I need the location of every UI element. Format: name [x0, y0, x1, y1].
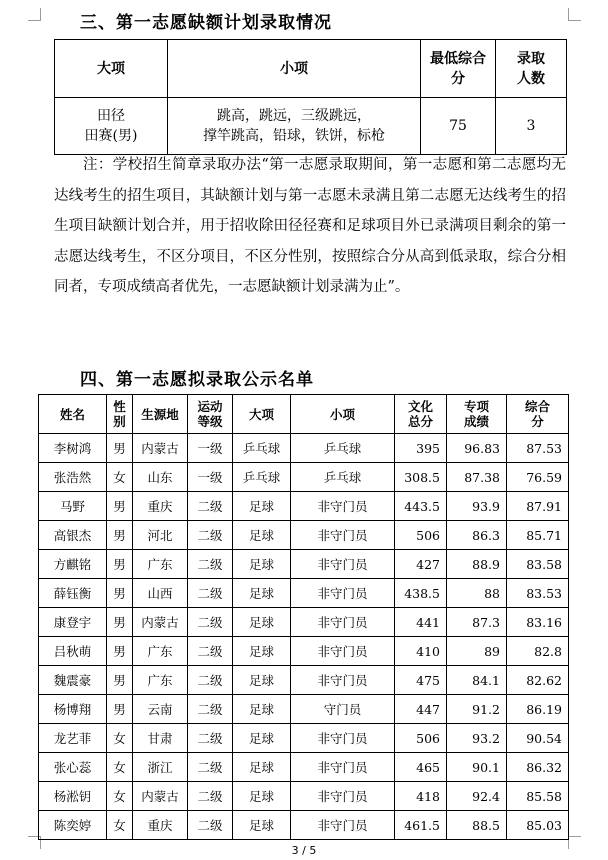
cell-category: 足球 [233, 492, 291, 521]
cell-gender: 女 [107, 811, 133, 840]
cell-item: 非守门员 [291, 550, 395, 579]
cell-special-score: 93.9 [447, 492, 507, 521]
cell-name: 李树鸿 [39, 434, 107, 463]
cell-special-score: 91.2 [447, 695, 507, 724]
cell-special-score: 88.9 [447, 550, 507, 579]
cell-name: 薛钰衡 [39, 579, 107, 608]
cell-min-score: 75 [421, 98, 496, 155]
cell-category: 足球 [233, 811, 291, 840]
cell-origin: 甘肃 [133, 724, 188, 753]
cell-composite-score: 76.59 [507, 463, 569, 492]
cell-name: 方麒铭 [39, 550, 107, 579]
cell-category: 足球 [233, 753, 291, 782]
cell-gender: 男 [107, 637, 133, 666]
header-gender: 性别 [107, 395, 133, 434]
table-row [39, 463, 569, 492]
cell-category: 足球 [233, 550, 291, 579]
cell-name: 龙艺菲 [39, 724, 107, 753]
cell-culture-score: 461.5 [395, 811, 447, 840]
cell-composite-score: 85.58 [507, 782, 569, 811]
cell-level: 二级 [188, 782, 233, 811]
cell-special-score: 90.1 [447, 753, 507, 782]
cell-category: 足球 [233, 608, 291, 637]
cell-item: 非守门员 [291, 579, 395, 608]
table-row [39, 579, 569, 608]
cell-culture-score: 395 [395, 434, 447, 463]
table-row [39, 753, 569, 782]
cell-level: 二级 [188, 550, 233, 579]
cell-special-score: 87.3 [447, 608, 507, 637]
cell-origin: 重庆 [133, 811, 188, 840]
cell-origin: 广东 [133, 666, 188, 695]
cell-item: 非守门员 [291, 608, 395, 637]
header-items: 小项 [168, 40, 421, 98]
cell-name: 高银杰 [39, 521, 107, 550]
cell-level: 二级 [188, 608, 233, 637]
cell-item: 非守门员 [291, 637, 395, 666]
cell-culture-score: 308.5 [395, 463, 447, 492]
page-number: 3 / 5 [291, 844, 317, 857]
cell-composite-score: 85.03 [507, 811, 569, 840]
cell-gender: 男 [107, 550, 133, 579]
header-count: 录取人数 [496, 40, 567, 98]
cell-special-score: 88.5 [447, 811, 507, 840]
crop-mark-top-right [568, 8, 581, 21]
cell-category: 乒乓球 [233, 463, 291, 492]
cell-origin: 广东 [133, 550, 188, 579]
cell-name: 杨博翔 [39, 695, 107, 724]
table-row [55, 98, 567, 155]
cell-level: 二级 [188, 579, 233, 608]
cell-name: 张浩然 [39, 463, 107, 492]
cell-special-score: 87.38 [447, 463, 507, 492]
cell-gender: 男 [107, 434, 133, 463]
table-header-row [39, 395, 569, 434]
header-category: 大项 [233, 395, 291, 434]
cell-origin: 内蒙古 [133, 434, 188, 463]
cell-level: 一级 [188, 434, 233, 463]
cell-composite-score: 87.53 [507, 434, 569, 463]
cell-name: 马野 [39, 492, 107, 521]
cell-composite-score: 86.32 [507, 753, 569, 782]
cell-gender: 男 [107, 608, 133, 637]
cell-category: 足球 [233, 579, 291, 608]
cell-item: 非守门员 [291, 492, 395, 521]
cell-culture-score: 418 [395, 782, 447, 811]
cell-gender: 男 [107, 521, 133, 550]
cell-category: 足球 [233, 724, 291, 753]
table-row [39, 492, 569, 521]
admission-note: 注：学校招生简章录取办法“第一志愿录取期间，第一志愿和第二志愿均无达线考生的招生项目，其缺额计划与第一志愿未录满且第二志愿无达线考生的招生项目缺额计划合并，用于招收除田径径赛和足球项目外已录满项目剩余的第一志愿达线考生，不区分项目，不区分性别，按照综合分从高到低录取，综合分相同者，专项成绩高者优先，一志愿缺额计划录满为止”。 [54, 157, 566, 295]
cell-category: 足球 [233, 521, 291, 550]
cell-level: 二级 [188, 521, 233, 550]
cell-culture-score: 427 [395, 550, 447, 579]
cell-gender: 女 [107, 463, 133, 492]
cell-culture-score: 506 [395, 724, 447, 753]
cell-composite-score: 82.8 [507, 637, 569, 666]
header-culture-score: 文化总分 [395, 395, 447, 434]
cell-item: 非守门员 [291, 724, 395, 753]
cell-name: 陈奕婷 [39, 811, 107, 840]
table-row [39, 608, 569, 637]
cell-culture-score: 410 [395, 637, 447, 666]
cell-item: 守门员 [291, 695, 395, 724]
cell-level: 二级 [188, 724, 233, 753]
table-header-row [55, 40, 567, 98]
cell-level: 二级 [188, 695, 233, 724]
cell-category: 足球 [233, 695, 291, 724]
cell-item: 非守门员 [291, 753, 395, 782]
table-row [39, 666, 569, 695]
cell-level: 二级 [188, 811, 233, 840]
table-row [39, 695, 569, 724]
cell-gender: 女 [107, 782, 133, 811]
cell-special-score: 92.4 [447, 782, 507, 811]
header-origin: 生源地 [133, 395, 188, 434]
admission-list-table [38, 394, 569, 840]
cell-level: 二级 [188, 753, 233, 782]
cell-gender: 女 [107, 724, 133, 753]
cell-item: 非守门员 [291, 811, 395, 840]
table-row [39, 782, 569, 811]
cell-origin: 内蒙古 [133, 782, 188, 811]
cell-composite-score: 83.16 [507, 608, 569, 637]
cell-item: 乒乓球 [291, 434, 395, 463]
table-row [39, 637, 569, 666]
header-name: 姓名 [39, 395, 107, 434]
cell-composite-score: 86.19 [507, 695, 569, 724]
cell-origin: 重庆 [133, 492, 188, 521]
cell-composite-score: 90.54 [507, 724, 569, 753]
cell-item: 乒乓球 [291, 463, 395, 492]
cell-special-score: 93.2 [447, 724, 507, 753]
cell-origin: 广东 [133, 637, 188, 666]
cell-gender: 男 [107, 666, 133, 695]
cell-category: 足球 [233, 666, 291, 695]
cell-name: 吕秋萌 [39, 637, 107, 666]
cell-composite-score: 83.53 [507, 579, 569, 608]
cell-level: 二级 [188, 666, 233, 695]
cell-level: 二级 [188, 492, 233, 521]
cell-special-score: 88 [447, 579, 507, 608]
table-row [39, 811, 569, 840]
header-item: 小项 [291, 395, 395, 434]
header-level: 运动等级 [188, 395, 233, 434]
cell-origin: 内蒙古 [133, 608, 188, 637]
cell-origin: 山东 [133, 463, 188, 492]
header-category: 大项 [55, 40, 168, 98]
cell-culture-score: 447 [395, 695, 447, 724]
cell-composite-score: 85.71 [507, 521, 569, 550]
cell-origin: 云南 [133, 695, 188, 724]
cell-special-score: 84.1 [447, 666, 507, 695]
cell-item: 非守门员 [291, 782, 395, 811]
cell-culture-score: 506 [395, 521, 447, 550]
table-row [39, 724, 569, 753]
cell-culture-score: 443.5 [395, 492, 447, 521]
cell-special-score: 86.3 [447, 521, 507, 550]
cell-count: 3 [496, 98, 567, 155]
cell-level: 一级 [188, 463, 233, 492]
cell-origin: 河北 [133, 521, 188, 550]
cell-category: 足球 [233, 637, 291, 666]
cell-item: 非守门员 [291, 666, 395, 695]
cell-gender: 女 [107, 753, 133, 782]
crop-mark-top-left [28, 8, 41, 21]
cell-culture-score: 465 [395, 753, 447, 782]
cell-item: 非守门员 [291, 521, 395, 550]
shortfall-admission-table [54, 39, 567, 155]
table-row [39, 434, 569, 463]
section3-heading: 三、第一志愿缺额计划录取情况 [80, 13, 332, 33]
cell-category: 田径 田赛(男) [55, 98, 168, 155]
cell-category: 足球 [233, 782, 291, 811]
cell-gender: 男 [107, 579, 133, 608]
cell-culture-score: 438.5 [395, 579, 447, 608]
cell-composite-score: 87.91 [507, 492, 569, 521]
header-composite-score: 综合分 [507, 395, 569, 434]
cell-name: 杨淞钥 [39, 782, 107, 811]
cell-origin: 山西 [133, 579, 188, 608]
cell-level: 二级 [188, 637, 233, 666]
cell-culture-score: 475 [395, 666, 447, 695]
cell-items: 跳高，跳远，三级跳远， 撑竿跳高，铅球，铁饼，标枪 [168, 98, 421, 155]
cell-gender: 男 [107, 492, 133, 521]
cell-gender: 男 [107, 695, 133, 724]
cell-name: 张心蕊 [39, 753, 107, 782]
cell-name: 康登宇 [39, 608, 107, 637]
cell-special-score: 89 [447, 637, 507, 666]
table-row [39, 550, 569, 579]
cell-name: 魏震豪 [39, 666, 107, 695]
cell-composite-score: 82.62 [507, 666, 569, 695]
header-min-score: 最低综合分 [421, 40, 496, 98]
cell-origin: 浙江 [133, 753, 188, 782]
header-special-score: 专项成绩 [447, 395, 507, 434]
cell-category: 乒乓球 [233, 434, 291, 463]
cell-culture-score: 441 [395, 608, 447, 637]
cell-composite-score: 83.58 [507, 550, 569, 579]
section4-heading: 四、第一志愿拟录取公示名单 [80, 370, 314, 390]
cell-special-score: 96.83 [447, 434, 507, 463]
table-row [39, 521, 569, 550]
